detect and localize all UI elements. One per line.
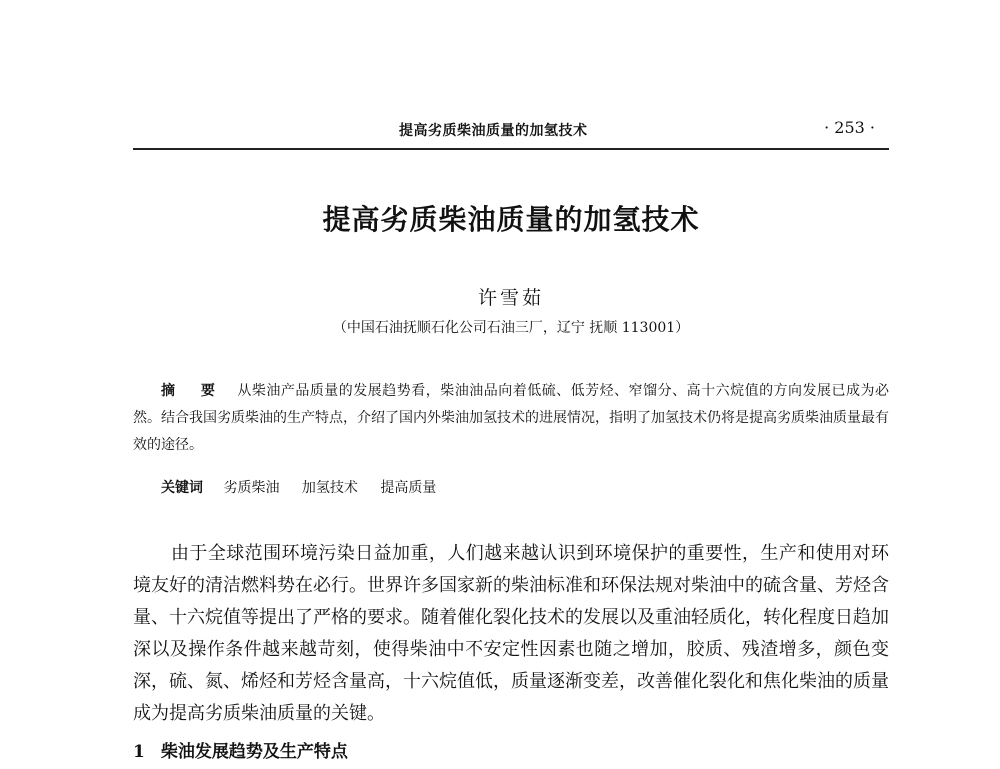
author-affiliation: （中国石油抚顺石化公司石油三厂，辽宁 抚顺 113001） bbox=[332, 320, 690, 336]
keywords bbox=[161, 477, 454, 497]
keyword-item: 加氢技术 bbox=[301, 480, 358, 496]
abstract bbox=[133, 378, 889, 459]
section-title: 柴油发展趋势及生产特点 bbox=[160, 742, 348, 762]
article-title: 提高劣质柴油质量的加氢技术 bbox=[322, 203, 700, 236]
running-header-title: 提高劣质柴油质量的加氢技术 bbox=[399, 123, 588, 139]
body-paragraph: 由于全球范围环境污染日益加重，人们越来越认识到环境保护的重要性，生产和使用对环境友好的清洁燃料势在必行。世界许多国家新的柴油标准和环保法规对柴油中的硫含量、芳烃含量、十六烷值等提出了严格的要求。随着催化裂化技术的发展以及重油轻质化，转化程度日趋加深以及操作条件越来越苛刻，使得柴油中不安定性因素也随之增加，胶质、残渣增多，颜色变深，硫、氮、烯烃和芳烃含量高，十六烷值低，质量逐渐变差，改善催化裂化和焦化柴油的质量成为提高劣质柴油质量的关键。 bbox=[133, 543, 889, 724]
keyword-item: 提高质量 bbox=[380, 480, 437, 496]
section-heading bbox=[133, 737, 348, 762]
keyword-item: 劣质柴油 bbox=[223, 480, 280, 496]
author-name: 许雪茹 bbox=[477, 287, 544, 309]
header-rule bbox=[133, 148, 889, 150]
section-number: 1 bbox=[133, 742, 145, 762]
abstract-label: 摘 要 bbox=[161, 383, 226, 399]
page-number: · 253 · bbox=[824, 118, 875, 137]
keywords-label: 关键词 bbox=[161, 480, 203, 496]
running-header bbox=[133, 118, 889, 144]
abstract-text: 从柴油产品质量的发展趋势看，柴油油品向着低硫、低芳烃、窄馏分、高十六烷值的方向发展已成为必然。结合我国劣质柴油的生产特点，介绍了国内外柴油加氢技术的进展情况，指明了加氢技术仍将是提高劣质柴油质量最有效的途径。 bbox=[133, 383, 890, 453]
